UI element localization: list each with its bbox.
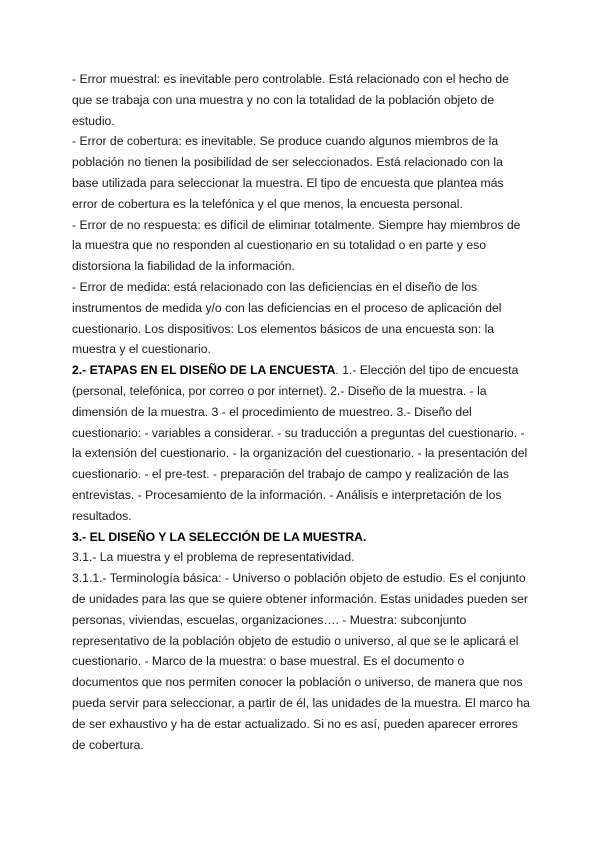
paragraph-error-medida: - Error de medida: está relacionado con las deficiencias en el diseño de los instrumentos de medida y/o con las deficiencias en el proceso de aplicación del cuestionario. Los dispositivos: Los elementos básicos de una encuesta son: la muestra y el cuestionario.	[72, 279, 502, 357]
section-2-body: . 1.- Elección del tipo de encuesta (personal, telefónica, por correo o por internet). 2.- Diseño de la muestra. - la dimensión de la muestra. 3 - el procedimiento de muestreo. 3.- Diseño del cuestionario: - variables a considerar. - su traducción a preguntas del cuestionario. - la extensión del cuestionario. - la organización del cuestionario. - la presentación del cuestionario. - el pre-test. - preparación del trabajo de campo y realización de las entrevistas. - Procesamiento de la información. - Análisis e interpretación de los resultados.	[72, 363, 528, 523]
section-2-paragraph	[72, 360, 532, 526]
section-3-1-1-body: 3.1.1.- Terminología básica: - Universo o población objeto de estudio. Es el conjunto de unidades para las que se quiere obtener información. Estas unidades pueden ser personas, viviendas, escuelas, organizaciones…. - Muestra: subconjunto representativo de la población objeto de estudio o universo, al que se le aplicará el cuestionario. - Marco de la muestra: o base muestral. Es el documento o documentos que nos permiten conocer la población o universo, de manera que nos pueda servir para seleccionar, a partir de él, las unidades de la muestra. El marco ha de ser exhaustivo y ha de estar actualizado. Si no es así, pueden aparecer errores de cobertura.	[72, 571, 530, 752]
paragraph-error-muestral: - Error muestral: es inevitable pero controlable. Está relacionado con el hecho de que se trabaja con una muestra y no con la totalidad de la población objeto de estudio.	[72, 72, 509, 128]
paragraph-error-no-respuesta: - Error de no respuesta: es difícil de eliminar totalmente. Siempre hay miembros de la muestra que no responden al cuestionario en su totalidad o en parte y eso distorsiona la fiabilidad de la información.	[72, 217, 521, 274]
section-3-1-subheading: 3.1.- La muestra y el problema de representatividad.	[72, 550, 355, 565]
paragraph-error-cobertura: - Error de cobertura: es inevitable. Se produce cuando algunos miembros de la población no tienen la posibilidad de ser seleccionados. Está relacionado con la base utilizada para seleccionar la muestra. El tipo de encuesta que plantea más error de cobertura es la telefónica y el que menos, la encuesta personal.	[72, 134, 504, 211]
document-page	[72, 69, 532, 755]
section-2-heading: 2.- ETAPAS EN EL DISEÑO DE LA ENCUESTA	[72, 363, 336, 378]
section-3-heading: 3.- EL DISEÑO Y LA SELECCIÓN DE LA MUESTRA.	[72, 529, 367, 544]
